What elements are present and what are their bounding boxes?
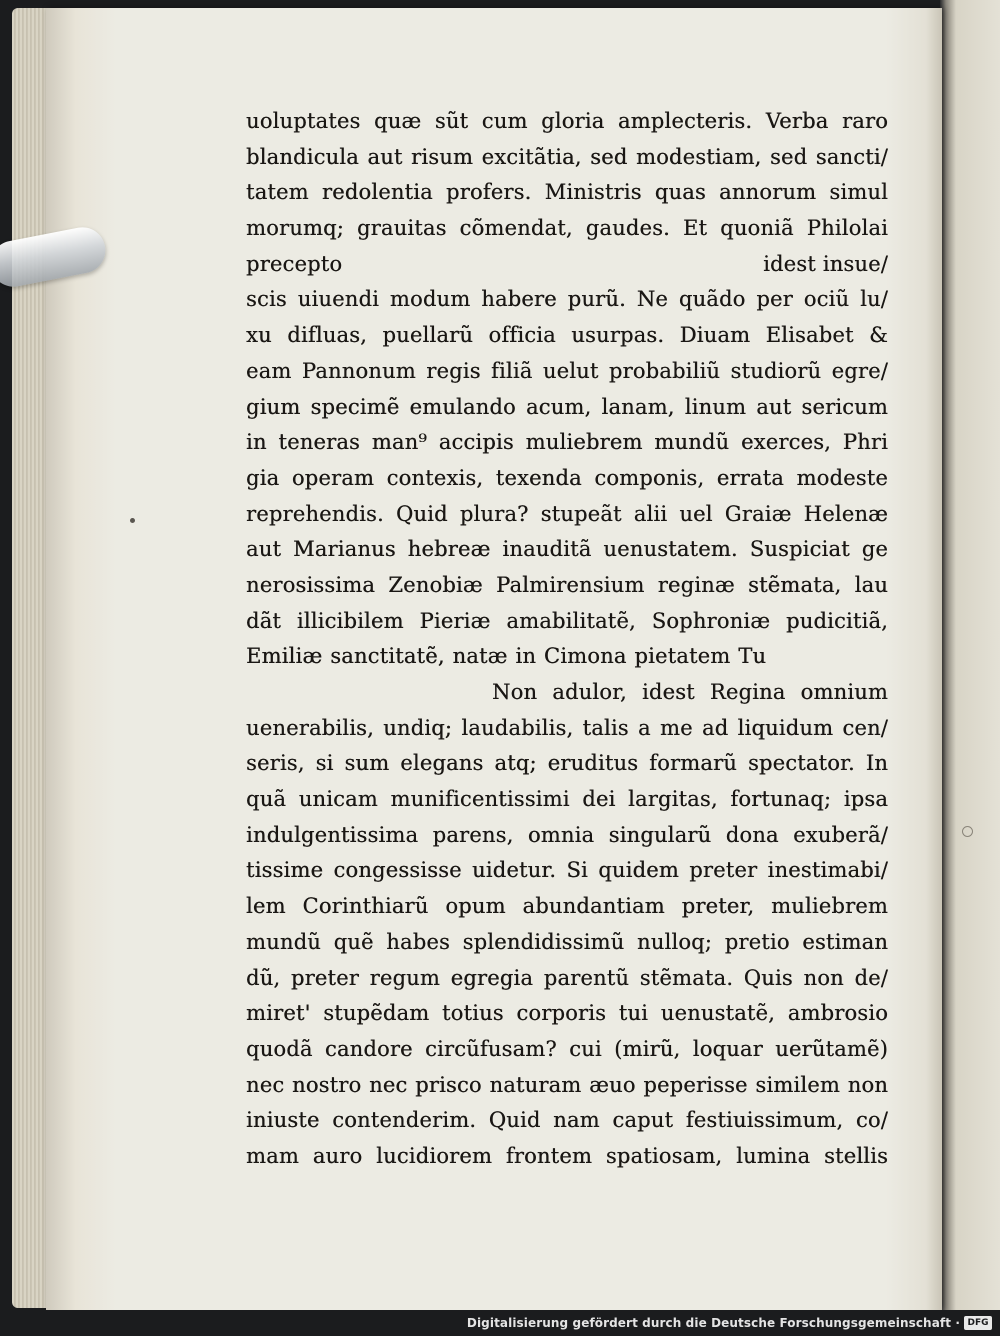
text-line: uoluptates quæ sũt cum gloria amplecteris. Verba raro (246, 109, 888, 133)
text-line: seris, si sum elegans atq; eruditus formarũ spectator. In (246, 751, 888, 776)
funding-credit: Digitalisierung gefördert durch die Deutsche Forschungsgemeinschaft · (466, 1316, 960, 1330)
text-line: xu difluas, puellarũ officia usurpas. Diuam Elisabet & (246, 323, 888, 348)
text-line: lem Corinthiarũ opum abundantiam preter, muliebrem (246, 894, 888, 919)
text-line: nec nostro nec prisco naturam æuo peperisse similem non (246, 1072, 888, 1097)
dfg-logo: DFG (964, 1316, 992, 1330)
text-line: miret' stupẽdam totius corporis tui uenustatẽ, ambrosio (246, 1001, 888, 1026)
text-line: iniuste contenderim. Quid nam caput festiuissimum, co/ (246, 1108, 888, 1133)
text-line: eam Pannonum regis filiã uelut probabiliũ studiorũ egre/ (246, 358, 888, 383)
text-line: aut Marianus hebreæ inauditã uenustatem. Suspiciat ge (246, 537, 888, 562)
text-line: gium specimẽ emulando acum, lanam, linum aut sericum (246, 394, 888, 419)
text-fragment-left: precepto (246, 251, 343, 276)
text-line: quodã candore circũfusam? cui (mirũ, loquar uerũtamẽ) (246, 1036, 888, 1061)
text-line: mam auro lucidiorem frontem spatiosam, lumina stellis (246, 1143, 888, 1168)
text-line: indulgentissima parens, omnia singularũ dona exuberã/ (246, 822, 888, 847)
text-line: dũ, preter regum egregia parentũ stẽmata. Quis non de/ (246, 965, 888, 990)
page-speck (962, 826, 973, 837)
text-line: blandicula aut risum excitãtia, sed modestiam, sed sancti/ (246, 144, 888, 169)
document-body (246, 104, 888, 1175)
text-line: dãt illicibilem Pieriæ amabilitatẽ, Sophroniæ pudicitiã, (246, 608, 888, 633)
text-line (246, 247, 888, 283)
page-speck (130, 518, 135, 523)
text-fragment-right: idest insue/ (763, 251, 888, 276)
text-line: mundũ quẽ habes splendidissimũ nulloq; pretio estiman (246, 929, 888, 954)
text-line: scis uiuendi modum habere purũ. Ne quãdo per ociũ lu/ (246, 287, 888, 312)
text-line: nerosissima Zenobiæ Palmirensium reginæ stẽmata, lau (246, 572, 888, 597)
text-line: tatem redolentia profers. Ministris quas annorum simul (246, 180, 888, 205)
text-line: tissime congessisse uidetur. Si quidem preter inestimabi/ (246, 858, 888, 883)
text-line: Non adulor, idest Regina omnium (492, 680, 888, 704)
text-line: quã unicam munificentissimi dei largitas, fortunaq; ipsa (246, 787, 888, 812)
text-line: reprehendis. Quid plura? stupeãt alii uel Graiæ Helenæ (246, 501, 888, 526)
facing-page-edge (940, 0, 1000, 1310)
text-line: Emiliæ sanctitatẽ, natæ in Cimona pietatem Tu (246, 644, 767, 669)
text-line: uenerabilis, undiq; laudabilis, talis a me ad liquidum cen/ (246, 715, 888, 740)
text-line: morumq; grauitas cõmendat, gaudes. Et quoniã Philolai (246, 216, 888, 241)
text-line: gia operam contexis, texenda componis, errata modeste (246, 465, 888, 490)
text-line: in teneras man⁹ accipis muliebrem mundũ exerces, Phri (246, 430, 888, 455)
